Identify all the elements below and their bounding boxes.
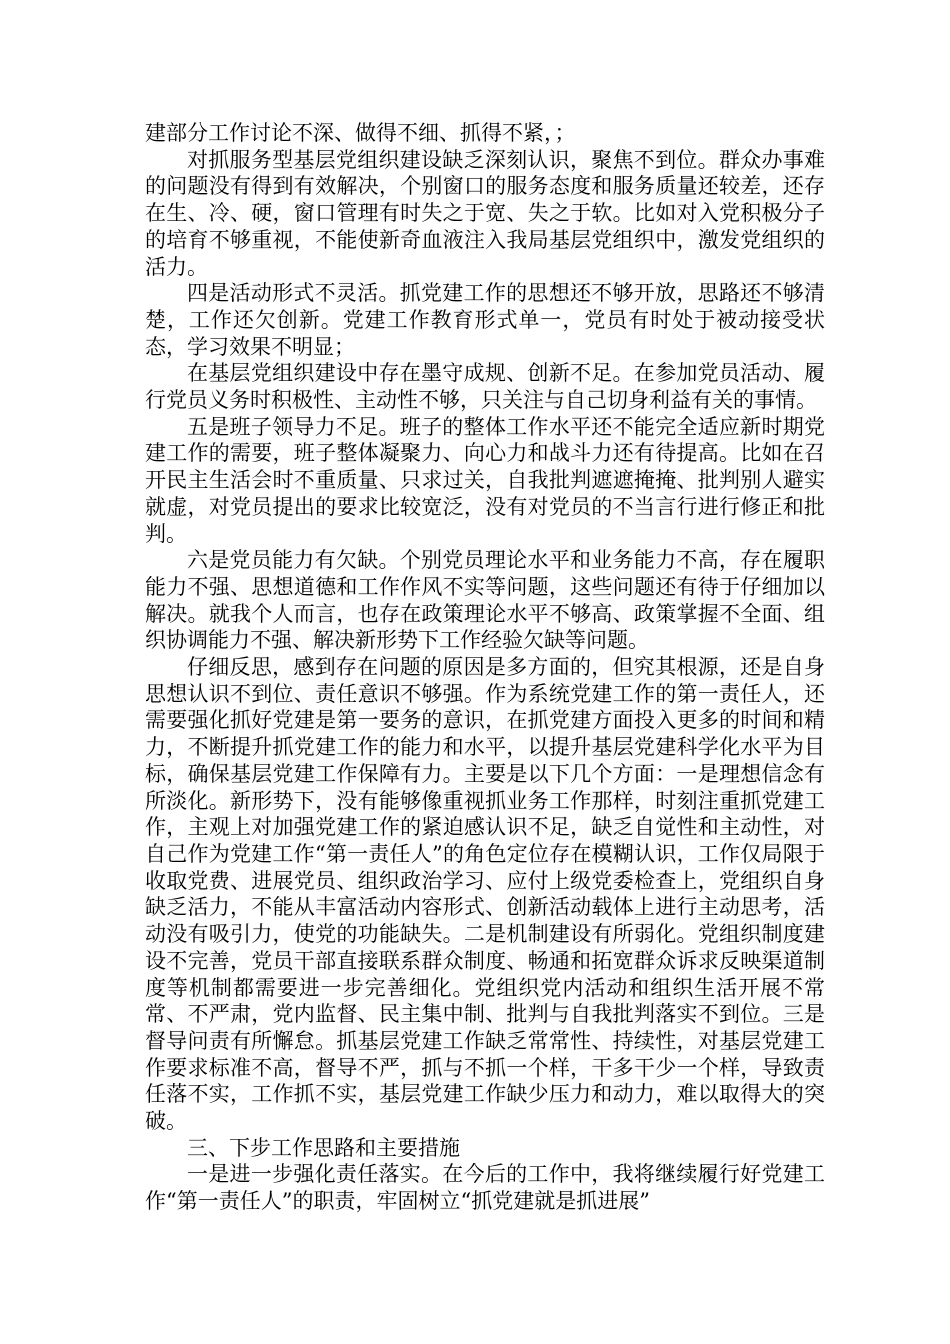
paragraph-reflection: 仔细反思，感到存在问题的原因是多方面的，但究其根源，还是自身思想认识不到位、责任意识不够强。作为系统党建工作的第一责任人，还需要强化抓好党建是第一要务的意识，在抓党建方面投入更多的时间和精力，不断提升抓党建工作的能力和水平，以提升基层党建科学化水平为目标，确保基层党建工作保障有力。主要是以下几个方面：一是理想信念有所淡化。新形势下，没有能够像重视抓业务工作那样，时刻注重抓党建工作，主观上对加强党建工作的紧迫感认识不足，缺乏自觉性和主动性，对自己作为党建工作“第一责任人”的角色定位存在模糊认识，工作仅局限于收取党费、进展党员、组织政治学习、应付上级党委检查上，党组织自身缺乏活力，不能从丰富活动内容形式、创新活动载体上进行主动思考，活动没有吸引力，使党的功能缺失。二是机制建设有所弱化。党组织制度建设不完善，党员干部直接联系群众制度、畅通和拓宽群众诉求反映渠道制度等机制都需要进一步完善细化。党组织党内活动和组织生活开展不常常、不严肃，党内监督、民主集中制、批判与自我批判落实不到位。三是督导问责有所懈怠。抓基层党建工作缺乏常常性、持续性，对基层党建工作要求标准不高，督导不严，抓与不抓一个样，干多干少一个样，导致责任落不实，工作抓不实，基层党建工作缺少压力和动力，难以取得大的突破。: [145, 655, 825, 1134]
paragraph-point-five: 五是班子领导力不足。班子的整体工作水平还不能完全适应新时期党建工作的需要，班子整体凝聚力、向心力和战斗力还有待提高。比如在召开民主生活会时不重质量、只求过关，自我批判遮遮掩掩、批判别人避实就虚，对党员提出的要求比较宽泛，没有对党员的不当言行进行修正和批判。: [145, 414, 825, 546]
section-heading-next-steps: 三、下步工作思路和主要措施: [187, 1135, 460, 1160]
paragraph-point-six: 六是党员能力有欠缺。个别党员理论水平和业务能力不高，存在履职能力不强、思想道德和工作作风不实等问题，这些问题还有待于仔细加以解决。就我个人而言，也存在政策理论水平不够高、政策掌握不全面、组织协调能力不强、解决新形势下工作经验欠缺等问题。: [145, 548, 825, 653]
paragraph-point-four: 四是活动形式不灵活。抓党建工作的思想还不够开放，思路还不够清楚，工作还欠创新。党建工作教育形式单一，党员有时处于被动接受状态，学习效果不明显；: [145, 281, 825, 359]
paragraph-continuation: 建部分工作讨论不深、做得不细、抓得不紧，；: [145, 121, 576, 145]
paragraph-service-org: 对抓服务型基层党组织建设缺乏深刻认识，聚焦不到位。群众办事难的问题没有得到有效解决，个别窗口的服务态度和服务质量还较差，还存在生、冷、硬，窗口管理有时失之于宽、失之于软。比如对入党积极分子的培育不够重视，不能使新奇血液注入我局基层党组织中，激发党组织的活力。: [145, 147, 825, 279]
document-body: [145, 120, 825, 1215]
paragraph-measure-one: 一是进一步强化责任落实。在今后的工作中，我将继续履行好党建工作“第一责任人”的职责，牢固树立“抓党建就是抓进展”: [145, 1162, 825, 1214]
paragraph-innovation: 在基层党组织建设中存在墨守成规、创新不足。在参加党员活动、履行党员义务时积极性、主动性不够，只关注与自己切身利益有关的事情。: [145, 361, 825, 413]
